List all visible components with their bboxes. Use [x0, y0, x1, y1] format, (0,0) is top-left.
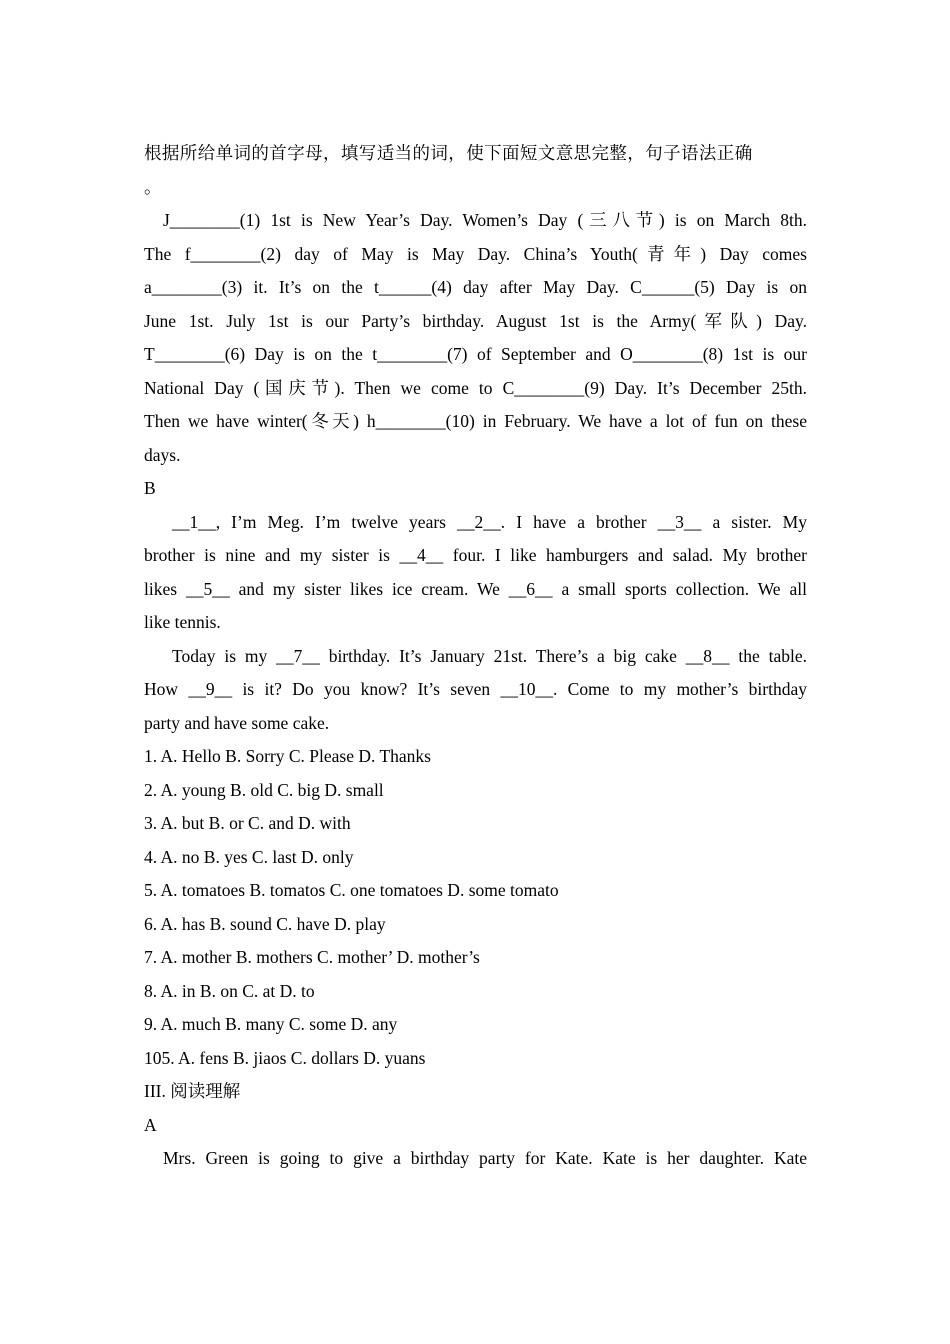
passage-a-line: days. — [144, 444, 181, 465]
option-line: 9. A. much B. many C. some D. any — [144, 1014, 398, 1034]
section-a-label: A — [144, 1114, 157, 1135]
passage-b1-line: like tennis. — [144, 612, 221, 632]
option-line: 4. A. no B. yes C. last D. only — [144, 846, 354, 867]
passage-b2-line: party and have some cake. — [144, 712, 330, 733]
option-line: 3. A. but B. or C. and D. with — [144, 813, 351, 833]
document-page — [144, 137, 807, 1176]
instruction-line-1: 根据所给单词的首字母，填写适当的词，使下面短文意思完整，句子语法正确 — [144, 143, 753, 163]
option-line: 8. A. in B. on C. at D. to — [144, 980, 315, 1001]
option-line: 2. A. young B. old C. big D. small — [144, 779, 384, 800]
passage-a-line: National Day (国庆节). Then we come to C________(9) Day. It’s December 25th. — [144, 377, 807, 398]
passage-b2-line: How __9__ is it? Do you know? It’s seven __10__. Come to my mother’s birthday — [144, 679, 807, 699]
passage-b1-line: brother is nine and my sister is __4__ four. I like hamburgers and salad. My brother — [144, 545, 807, 565]
passage-a-line: June 1st. July 1st is our Party’s birthday. August 1st is the Army(军队) Day. — [144, 310, 807, 331]
passage-a-line: Then we have winter(冬天) h________(10) in February. We have a lot of fun on these — [144, 411, 807, 431]
passage-b1-line: __1__, I’m Meg. I’m twelve years __2__. I have a brother __3__ a sister. My — [172, 511, 807, 532]
passage-a-line: T________(6) Day is on the t________(7) of September and O________(8) 1st is our — [144, 344, 807, 364]
option-line: 7. A. mother B. mothers C. mother’ D. mother’s — [144, 947, 480, 967]
option-line: 6. A. has B. sound C. have D. play — [144, 913, 386, 934]
passage-a-line: J________(1) 1st is New Year’s Day. Women’s Day (三八节) is on March 8th. — [163, 210, 807, 230]
option-line: 1. A. Hello B. Sorry C. Please D. Thanks — [144, 746, 431, 766]
passage-b1-line: likes __5__ and my sister likes ice cream. We __6__ a small sports collection. We all — [144, 578, 807, 599]
passage-a-line: The f________(2) day of May is May Day. China’s Youth(青年) Day comes — [144, 243, 807, 264]
passage-a-line: a________(3) it. It’s on the t______(4) day after May Day. C______(5) Day is on — [144, 277, 807, 297]
option-line: 105. A. fens B. jiaos C. dollars D. yuans — [144, 1047, 426, 1068]
passage-c-line: Mrs. Green is going to give a birthday party for Kate. Kate is her daughter. Kate — [163, 1148, 807, 1168]
section-b-label: B — [144, 478, 156, 498]
option-line: 5. A. tomatoes B. tomatos C. one tomatoes D. some tomato — [144, 880, 559, 900]
section-iii-heading: III. 阅读理解 — [144, 1081, 241, 1101]
instruction-line-2: 。 — [144, 176, 162, 197]
passage-b2-line: Today is my __7__ birthday. It’s January 21st. There’s a big cake __8__ the table. — [172, 645, 807, 666]
